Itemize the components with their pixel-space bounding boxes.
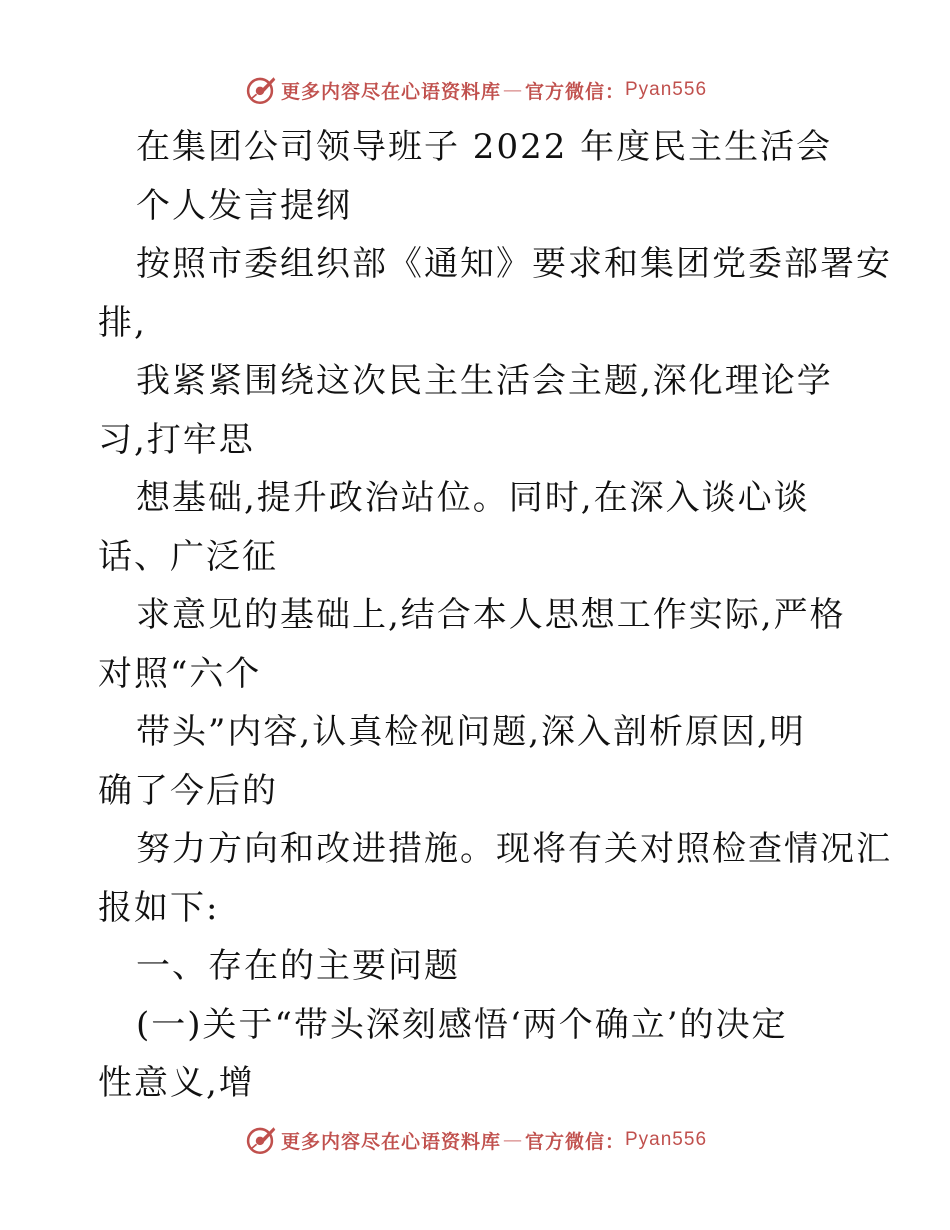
footer-brand: 更多内容尽在心语资料库: [280, 1130, 501, 1153]
paragraph-line: 话、广泛征: [98, 536, 278, 577]
paragraph-line: 习,打牢思: [98, 419, 255, 460]
title-line-2: 个人发言提纲: [136, 185, 352, 226]
paragraph-line: 努力方向和改进措施。现将有关对照检查情况汇: [136, 829, 892, 869]
paragraph-line: 带头”内容,认真检视问题,深入剖析原因,明: [136, 712, 806, 752]
header-wechat-label: 官方微信：: [524, 80, 625, 103]
header-wechat-id: Pyan556: [625, 79, 708, 100]
document-body: [98, 118, 892, 1113]
footer-separator: —: [502, 1129, 523, 1151]
subsection-heading-cont: 性意义,增: [98, 1063, 255, 1103]
quill-circle-icon: [243, 1123, 277, 1157]
paragraph-line: 求意见的基础上,结合本人思想工作实际,严格: [136, 595, 846, 635]
subsection-heading: (一)关于“带头深刻感悟‘两个确立’的决定: [136, 1004, 788, 1045]
quill-circle-icon: [243, 73, 277, 107]
footer-wechat-id: Pyan556: [625, 1129, 708, 1150]
paragraph-line: 确了今后的: [98, 770, 278, 811]
paragraph-line: 按照市委组织部《通知》要求和集团党委部署安: [136, 244, 892, 284]
paragraph-line: 报如下:: [98, 887, 220, 928]
paragraph-line: 想基础,提升政治站位。同时,在深入谈心谈: [136, 478, 810, 518]
footer-wechat-label: 官方微信：: [524, 1130, 625, 1153]
section-heading: 一、存在的主要问题: [136, 946, 460, 986]
title-line-1: 在集团公司领导班子 2022 年度民主生活会: [136, 127, 833, 167]
header-separator: —: [502, 79, 523, 101]
header-watermark: [0, 70, 950, 110]
paragraph-line: 对照“六个: [98, 653, 262, 694]
paragraph-line: 我紧紧围绕这次民主生活会主题,深化理论学: [136, 361, 833, 401]
header-brand: 更多内容尽在心语资料库: [280, 80, 501, 103]
footer-watermark: [0, 1120, 950, 1160]
paragraph-line: 排,: [98, 302, 147, 343]
